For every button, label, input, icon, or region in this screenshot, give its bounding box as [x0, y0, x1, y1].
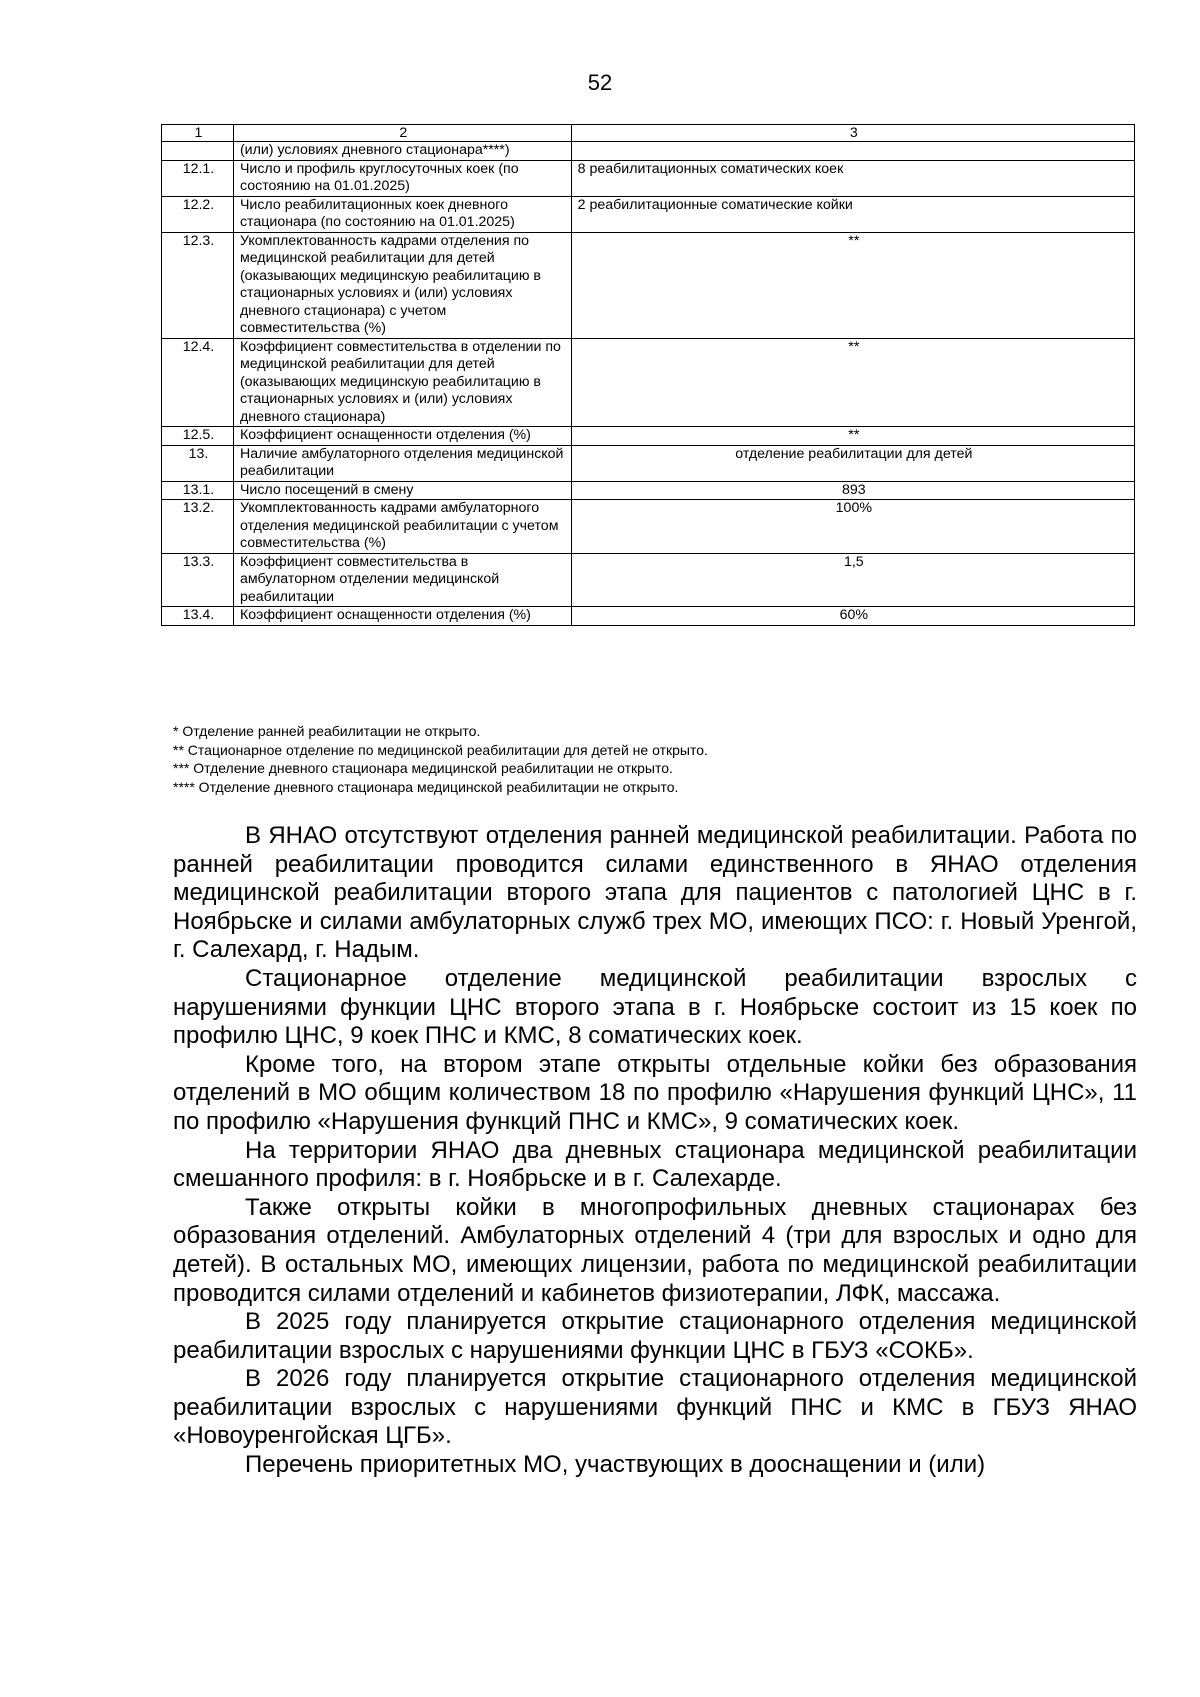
row-value: 60%: [571, 607, 1134, 626]
footnotes: [173, 722, 1133, 796]
table-row: [162, 427, 1135, 446]
row-value: 1,5: [571, 553, 1134, 607]
header-cell: 2: [233, 125, 571, 142]
table-row: [162, 553, 1135, 607]
row-label: Число посещений в смену: [233, 481, 571, 500]
table-header-row: [162, 125, 1135, 142]
row-label: Наличие амбулаторного отделения медицинской реабилитации: [233, 445, 571, 481]
paragraph: В 2026 году планируется открытие стационарного отделения медицинской реабилитации взрослых с нарушениями функций ПНС и КМС в ГБУЗ ЯНАО «Новоуренгойская ЦГБ».: [173, 1365, 1137, 1450]
row-number: 12.1.: [162, 160, 234, 196]
row-value: 2 реабилитационные соматические койки: [571, 196, 1134, 232]
footnote: ** Стационарное отделение по медицинской реабилитации для детей не открыто.: [173, 741, 708, 758]
paragraph: Стационарное отделение медицинской реабилитации взрослых с нарушениями функции ЦНС второго этапа в г. Ноябрьске состоит из 15 коек по профилю ЦНС, 9 коек ПНС и КМС, 8 соматических коек.: [173, 964, 1137, 1050]
row-label: Укомплектованность кадрами амбулаторного отделения медицинской реабилитации с учетом совместительства (%): [233, 500, 571, 554]
body-text: [173, 822, 1137, 1480]
row-number: 13.3.: [162, 553, 234, 607]
row-value: 893: [571, 481, 1134, 500]
row-number: 13.1.: [162, 481, 234, 500]
paragraph: В 2025 году планируется открытие стационарного отделения медицинской реабилитации взрослых с нарушениями функции ЦНС в ГБУЗ «СОКБ».: [173, 1308, 1137, 1364]
footnote: * Отделение ранней реабилитации не открыто.: [173, 723, 481, 739]
table-row: [162, 481, 1135, 500]
row-value: 100%: [571, 500, 1134, 554]
row-value: **: [571, 338, 1134, 427]
table-row: [162, 445, 1135, 481]
row-label: Число и профиль круглосуточных коек (по состоянию на 01.01.2025): [233, 160, 571, 196]
row-label: Число реабилитационных коек дневного стационара (по состоянию на 01.01.2025): [233, 196, 571, 232]
row-number: 12.5.: [162, 427, 234, 446]
row-value: **: [571, 232, 1134, 338]
row-number: 12.3.: [162, 232, 234, 338]
paragraph: Кроме того, на втором этапе открыты отдельные койки без образования отделений в МО общим количеством 18 по профилю «Нарушения функций ЦНС», 11 по профилю «Нарушения функций ПНС и КМС», 9 соматических коек.: [173, 1050, 1137, 1135]
paragraph: В ЯНАО отсутствуют отделения ранней медицинской реабилитации. Работа по ранней реабилитации проводится силами единственного в ЯНАО отделения медицинской реабилитации второго этапа для пациентов с патологией ЦНС в г. Ноябрьске и силами амбулаторных служб трех МО, имеющих ПСО: г. Новый Уренгой, г. Салехард, г. Надым.: [173, 822, 1137, 964]
table-row: [162, 500, 1135, 554]
header-cell: 3: [571, 125, 1134, 142]
row-value: 8 реабилитационных соматических коек: [571, 160, 1134, 196]
table-row: [162, 160, 1135, 196]
paragraph: Также открыты койки в многопрофильных дневных стационарах без образования отделений. Амбулаторных отделений 4 (три для взрослых и одно для детей). В остальных МО, имеющих лицензии, работа по медицинской реабилитации проводится силами отделений и кабинетов физиотерапии, ЛФК, массажа.: [173, 1193, 1137, 1307]
paragraph: Перечень приоритетных МО, участвующих в дооснащении и (или): [245, 1451, 986, 1479]
row-number: 12.4.: [162, 338, 234, 427]
header-cell: 1: [162, 125, 234, 142]
row-label: Укомплектованность кадрами отделения по медицинской реабилитации для детей (оказывающих медицинскую реабилитацию в стационарных условиях и (или) условиях дневного стационара) с учетом совместительства (%): [233, 232, 571, 338]
data-table: [161, 124, 1135, 626]
row-value: [571, 142, 1134, 161]
row-value: **: [571, 427, 1134, 446]
table-row: [162, 232, 1135, 338]
row-number: [162, 142, 234, 161]
paragraph: На территории ЯНАО два дневных стационара медицинской реабилитации смешанного профиля: в г. Ноябрьске и в г. Салехарде.: [173, 1136, 1137, 1193]
row-number: 13.: [162, 445, 234, 481]
table-row: [162, 607, 1135, 626]
footnote: **** Отделение дневного стационара медицинской реабилитации не открыто.: [173, 778, 679, 795]
footnote: *** Отделение дневного стационара медицинской реабилитации не открыто.: [173, 760, 673, 776]
row-label: (или) условиях дневного стационара****): [233, 142, 571, 161]
row-number: 13.4.: [162, 607, 234, 626]
row-label: Коэффициент совместительства в отделении по медицинской реабилитации для детей (оказывающих медицинскую реабилитацию в стационарных условиях и (или) условиях дневного стационара): [233, 338, 571, 427]
page-number: 52: [587, 70, 613, 95]
row-label: Коэффициент оснащенности отделения (%): [233, 607, 571, 626]
table-row: [162, 142, 1135, 161]
row-label: Коэффициент оснащенности отделения (%): [233, 427, 571, 446]
row-value: отделение реабилитации для детей: [571, 445, 1134, 481]
row-label: Коэффициент совместительства в амбулаторном отделении медицинской реабилитации: [233, 553, 571, 607]
row-number: 13.2.: [162, 500, 234, 554]
row-number: 12.2.: [162, 196, 234, 232]
table-row: [162, 196, 1135, 232]
table-row: [162, 338, 1135, 427]
